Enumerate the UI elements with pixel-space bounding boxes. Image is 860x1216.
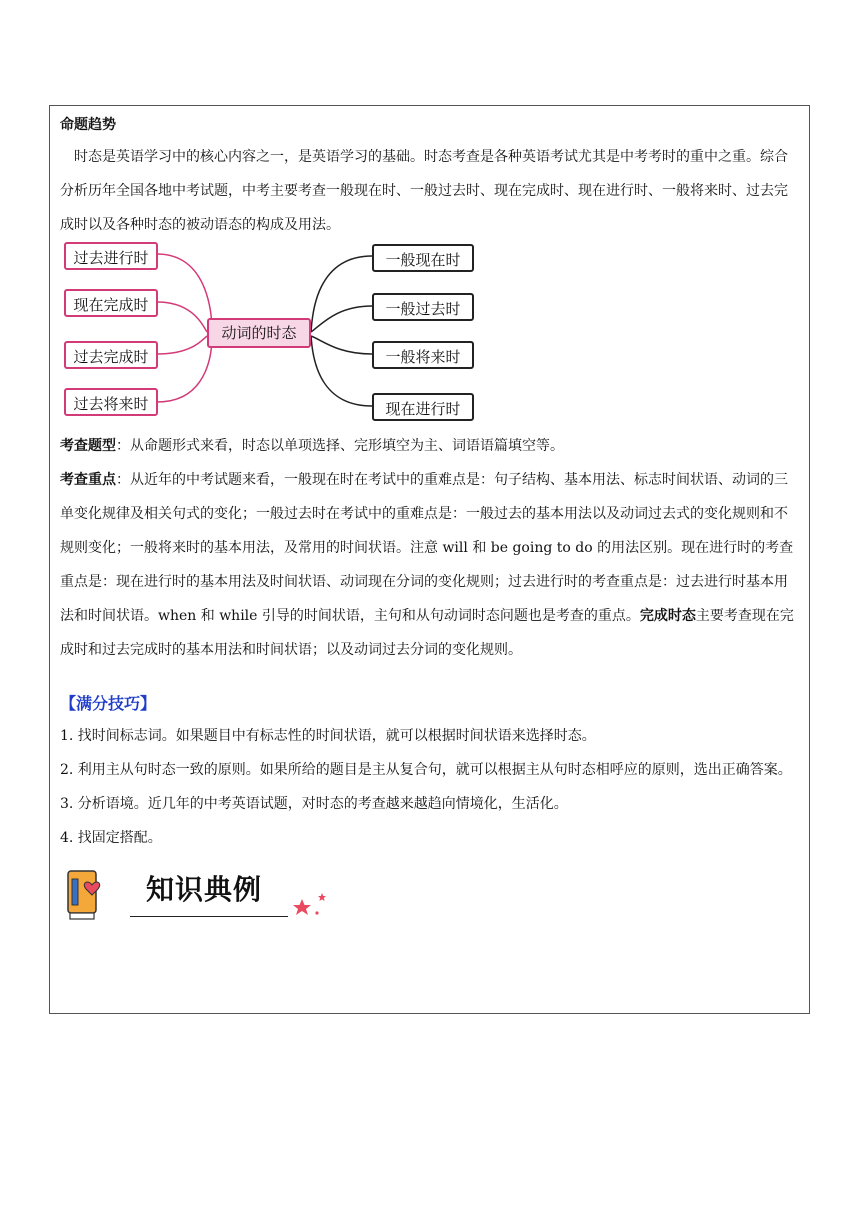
node-past-continuous: 过去进行时 <box>64 242 158 270</box>
connector-left-1 <box>157 254 212 332</box>
list-item: 4. 找固定搭配。 <box>60 830 162 846</box>
node-simple-present: 一般现在时 <box>372 244 474 272</box>
stars-icon <box>292 891 342 921</box>
focus-text-2: 主要考查现在完成时和过去完成时的基本用法和时间状语；以及动词过去分词的变化规则。 <box>60 608 794 658</box>
question-types-text: ：从命题形式来看，时态以单项选择、完形填空为主、词语语篇填空等。 <box>116 438 564 454</box>
question-types-label: 考查题型 <box>60 438 116 454</box>
connector-left-2 <box>157 302 207 332</box>
intro-paragraph: 时态是英语学习中的核心内容之一，是英语学习的基础。时态考查是各种英语考试尤其是中考考时的重中之重。综合分析历年全国各地中考试题，中考主要考查一般现在时、一般过去时、现在完成时、现在进行时、一般将来时、过去完成时以及各种时态的被动语态的构成及用法。 <box>60 149 788 233</box>
list-item: 1. 找时间标志词。如果题目中有标志性的时间状语，就可以根据时间状语来选择时态。 <box>60 728 596 744</box>
knowledge-examples-badge <box>60 863 801 927</box>
tips-list <box>60 719 801 855</box>
badge-title: 知识典例 <box>146 873 263 906</box>
focus-text-1: ：从近年的中考试题来看，一般现在时在考试中的重难点是：句子结构、基本用法、标志时间状语、动词的三单变化规律及相关句式的变化；一般过去时在考试中的重难点是：一般过去的基本用法以及动词过去式的变化规则和不规则变化；一般将来时的基本用法，及常用的时间状语。注意 will 和 be going to do 的用法区别。现在进行时的考查重点是：现在进行时的基本用法及时间状语、动词现在分词的变化规则；过去进行时的考查重点是：过去进行时基本用法和时间状语。when 和 while 引导的时间状语，主句和从句动词时态问题也是考查的重点。 <box>60 472 794 624</box>
node-past-future: 过去将来时 <box>64 388 158 416</box>
focus-paragraph <box>60 463 801 667</box>
node-present-continuous: 现在进行时 <box>372 393 474 421</box>
content <box>60 114 801 927</box>
connector-right-3 <box>311 336 372 354</box>
question-types-paragraph <box>60 429 801 463</box>
connector-right-2 <box>311 306 372 332</box>
list-item: 2. 利用主从句时态一致的原则。如果所给的题目是主从复合句，就可以根据主从句时态相呼应的原则，选出正确答案。 <box>60 762 792 778</box>
connector-right-1 <box>311 256 372 332</box>
list-item: 3. 分析语境。近几年的中考英语试题，对时态的考查越来越趋向情境化，生活化。 <box>60 796 568 812</box>
node-simple-past: 一般过去时 <box>372 293 474 321</box>
book-heart-icon <box>66 869 102 921</box>
content-frame <box>49 105 810 1014</box>
tense-mindmap <box>62 244 482 429</box>
node-simple-future: 一般将来时 <box>372 341 474 369</box>
node-center: 动词的时态 <box>207 318 311 348</box>
focus-bold-2: 完成时态 <box>639 608 696 624</box>
node-present-perfect: 现在完成时 <box>64 289 158 317</box>
connector-left-3 <box>157 336 207 354</box>
section-heading: 命题趋势 <box>60 117 116 133</box>
badge-underline <box>130 916 288 917</box>
tips-title: 【满分技巧】 <box>60 694 157 713</box>
connector-right-4 <box>311 336 372 406</box>
connector-left-4 <box>157 336 212 402</box>
node-past-perfect: 过去完成时 <box>64 341 158 369</box>
focus-label: 考查重点 <box>60 472 116 488</box>
